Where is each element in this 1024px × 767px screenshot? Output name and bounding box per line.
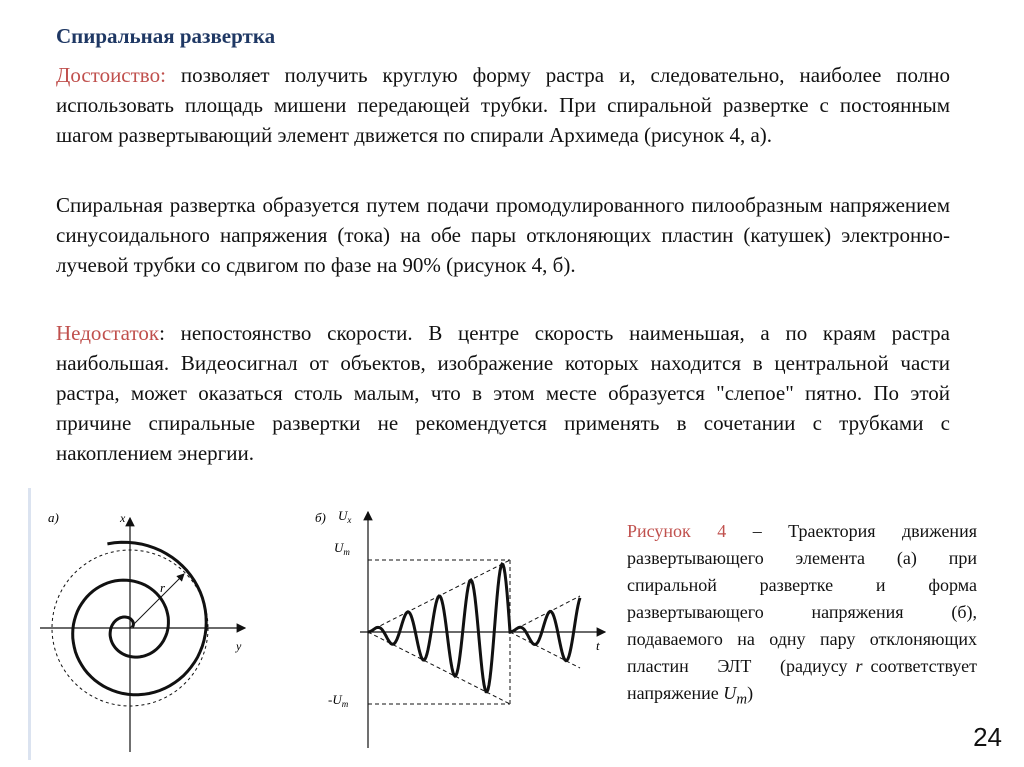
radius-label: r <box>160 580 166 595</box>
advantage-text: позволяет получить круглую форму растра и, следовательно, наиболее полно использовать площадь мишени передающей трубки. При спиральной развертке с постоянным шагом развертывающий элемент движется по спирали Архимеда (рисунок 4, а). <box>56 63 950 147</box>
drawback-label: Недостаток <box>56 321 160 345</box>
left-accent-rule <box>28 488 31 760</box>
drawback-text: : непостоянство скорости. В центре скорость наименьшая, а по краям растра наибольшая. Видеосигнал от объектов, изображение которых находится в центральной части растра, может оказаться столь малым, что в этом месте образуется "слепое" пятно. По этой причине спиральные развертки не рекомендуется применять в сочетании с трубками с накоплением энергии. <box>56 321 950 465</box>
advantage-label: Достоиство: <box>56 63 166 87</box>
figure-4-drawing <box>40 490 620 760</box>
modulated-sine-wave <box>368 564 580 692</box>
paragraph-formation <box>56 190 950 280</box>
figure-a-spiral <box>40 510 245 752</box>
figure-a-y-label: y <box>236 639 242 653</box>
formation-text: Спиральная развертка образуется путем подачи промодулированного пилообразным напряжением синусоидального напряжения (тока) на обе пары отклоняющих пластин (катушек) электронно-лучевой трубки со сдвигом по фазе на 90% (рисунок 4, б). <box>56 193 950 277</box>
um-top-label: $U_m$ <box>334 540 350 557</box>
figure-4 <box>40 490 620 760</box>
um-bottom-label: $-U_m$ <box>328 692 349 709</box>
figure-b-ux-label: $U_x$ <box>338 508 352 525</box>
figure-b-label: б) <box>315 510 326 525</box>
figure-caption: Рисунок 4 – Траектория движения развертывающего элемента (а) при спиральной развертке и форма развертывающего напряжения (б), подаваемого на одну пару отклоняющих пластин ЭЛТ (радиусу r соответствует напряжение $U_m$) <box>627 521 977 708</box>
figure-b-t-label: t <box>596 638 600 653</box>
figure-b-waveform <box>315 508 605 748</box>
figure-a-label: а) <box>48 510 59 525</box>
caption-text: – Траектория движения развертывающего элемента (а) при спиральной развертке и форма развертывающего напряжения (б), подаваемого на одну пару отклоняющих пластин ЭЛТ (радиусу <box>627 521 977 676</box>
paragraph-advantage <box>56 60 950 150</box>
caption-lead: Рисунок 4 <box>627 521 727 541</box>
slide-title: Спиральная развертка <box>56 24 276 48</box>
caption-r: r <box>855 656 863 676</box>
paragraph-drawback <box>56 318 950 468</box>
caption-text-mid: соответствует напряжение <box>627 656 977 703</box>
figure-a-x-label: x <box>120 511 126 525</box>
caption-um: $U_m$ <box>723 683 748 708</box>
page-number: 24 <box>973 722 1002 752</box>
